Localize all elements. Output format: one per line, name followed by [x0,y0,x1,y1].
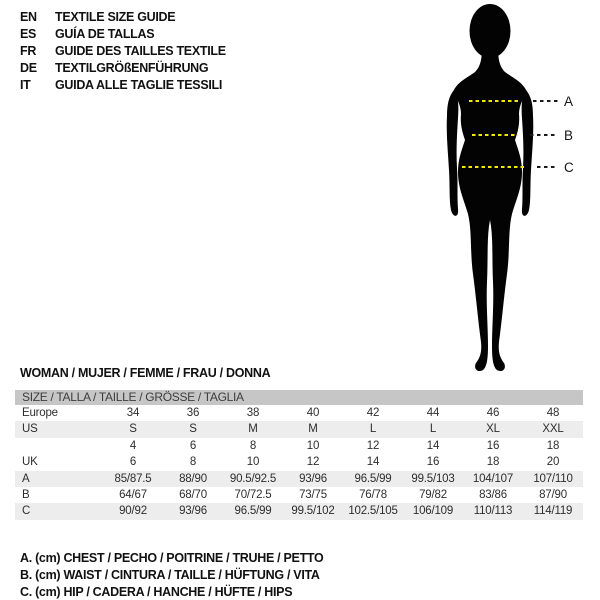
size-value-cell: 12 [366,439,380,452]
size-value-cell: 64/67 [119,488,147,501]
size-value-cell: 10 [246,456,260,469]
size-value-cell: 107/110 [533,472,573,485]
size-value-cell: 90.5/92.5 [229,472,277,485]
size-value-cell: 83/86 [479,488,507,501]
size-value-cell: 76/78 [359,488,387,501]
size-value-cell: S [189,423,197,436]
measure-label-a: A [564,94,574,109]
size-value-cell: 42 [366,407,380,419]
size-value-cell: 36 [186,407,200,419]
size-value-cell: 110/113 [473,505,513,518]
language-code: DE [20,61,37,75]
woman-silhouette-figure [425,0,600,378]
size-value-cell: 104/107 [472,472,514,485]
size-value-cell: 99.5/103 [411,472,455,485]
language-title-list [20,9,226,94]
language-title: GUÍA DE TALLAS [55,27,155,41]
row-label [15,438,103,454]
language-code: EN [20,10,37,24]
table-row [15,438,583,454]
measurement-legend [20,550,323,600]
size-value-cell: 14 [366,456,380,469]
size-value-cell: 68/70 [179,488,207,501]
size-value-cell: 93/96 [179,505,207,518]
size-value-cell: M [308,423,318,436]
language-code: FR [20,44,37,58]
size-value-cell: 93/96 [299,472,327,485]
size-value-cell: 70/72.5 [234,488,272,501]
size-value-cell: 46 [486,407,500,419]
row-label: C [22,505,31,518]
size-value-cell: 6 [129,456,137,469]
language-row [20,60,226,77]
size-value-cell: 79/82 [419,488,447,501]
silhouette-right-arm [522,90,534,216]
language-code: IT [20,78,31,92]
size-value-cell: 20 [546,456,560,469]
size-value-cell: 8 [249,439,257,452]
measure-label-c: C [564,160,574,175]
size-value-cell: 44 [426,407,440,419]
size-value-cell: 73/75 [299,488,327,501]
row-label: Europe [22,407,58,419]
table-row [15,421,583,437]
size-value-cell: 4 [129,439,137,452]
table-row [15,454,583,470]
size-value-cell: 10 [306,439,320,452]
size-value-cell: 48 [546,407,560,419]
size-value-cell: 16 [486,439,500,452]
size-value-cell: 87/90 [539,488,567,501]
row-label: UK [22,456,38,469]
size-value-cell: 34 [126,407,140,419]
size-value-cell: L [429,423,437,436]
row-label: US [22,423,38,436]
table-row [15,405,583,421]
language-title: TEXTILGRÖßENFÜHRUNG [55,61,209,75]
legend-line: C. (cm) HIP / CADERA / HANCHE / HÜFTE / HIPS [20,585,293,599]
size-value-cell: 102.5/105 [348,505,398,518]
size-value-cell: 16 [426,456,440,469]
woman-silhouette [447,4,534,371]
size-value-cell: S [129,423,137,436]
size-value-cell: 96.5/99 [354,472,392,485]
language-title: GUIDE DES TAILLES TEXTILE [55,44,226,58]
section-title: WOMAN / MUJER / FEMME / FRAU / DONNA [20,366,271,380]
size-value-cell: 18 [546,439,560,452]
size-value-cell: 18 [486,456,500,469]
size-table-body [15,405,583,520]
size-value-cell: 88/90 [179,472,207,485]
size-value-cell: 106/109 [412,505,454,518]
size-value-cell: M [248,423,258,436]
table-row [15,471,583,487]
size-value-cell: 85/87.5 [114,472,152,485]
size-value-cell: 40 [306,407,320,419]
language-row [20,26,226,43]
language-row [20,43,226,60]
size-value-cell: 6 [189,439,197,452]
size-value-cell: L [369,423,377,436]
size-value-cell: 14 [426,439,440,452]
language-row [20,77,226,94]
language-title: GUIDA ALLE TAGLIE TESSILI [55,78,223,92]
size-value-cell: 99.5/102 [291,505,335,518]
table-row [15,487,583,503]
language-title: TEXTILE SIZE GUIDE [55,10,176,24]
size-value-cell: XXL [542,423,564,436]
size-value-cell: XL [486,423,500,436]
silhouette-body [453,40,527,371]
size-value-cell: 12 [306,456,320,469]
size-value-cell: 90/92 [119,505,147,518]
legend-line: A. (cm) CHEST / PECHO / POITRINE / TRUHE / PETTO [20,551,324,565]
row-label: A [22,472,30,485]
measure-label-b: B [564,128,574,143]
language-code: ES [20,27,37,41]
size-value-cell: 96.5/99 [234,505,272,518]
size-table-header: SIZE / TALLA / TAILLE / GRÖSSE / TAGLIA [15,390,583,405]
size-value-cell: 114/119 [533,505,573,518]
legend-line: B. (cm) WAIST / CINTURA / TAILLE / HÜFTUNG / VITA [20,568,320,582]
size-value-cell: 8 [189,456,197,469]
language-row [20,9,226,26]
table-row [15,503,583,519]
size-value-cell: 38 [246,407,260,419]
row-label: B [22,488,30,501]
silhouette-left-arm [447,90,459,216]
size-table [15,390,583,520]
